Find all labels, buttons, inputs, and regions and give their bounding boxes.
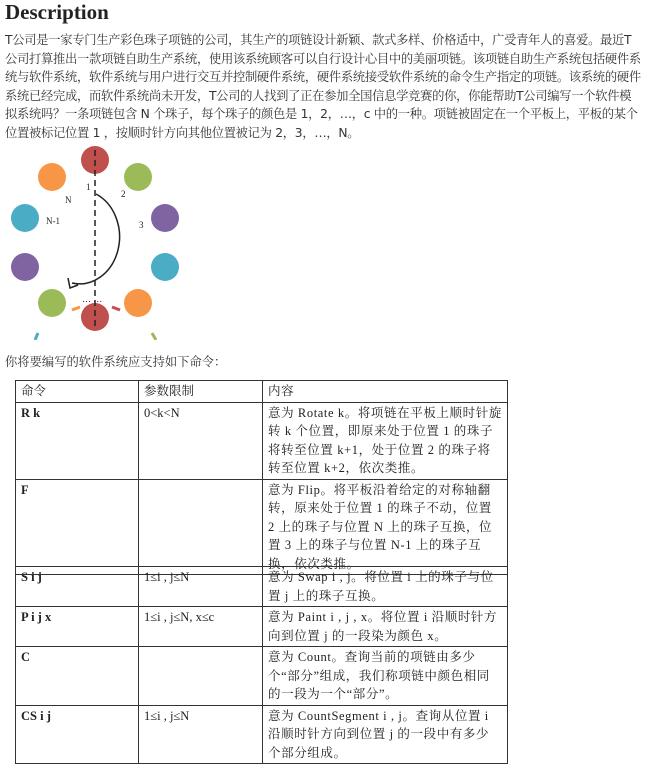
description-paragraph: T公司是一家专门生产彩色珠子项链的公司，其生产的项链设计新颖、款式多样、价格适中，广受青年人的喜爱。最近T公司打算推出一款项链自助生产系统，使用该系统顾客可以自行设计心目中的美丽项链。该项链自助生产系统包括硬件系统与软件系统，软件系统与用户进行交互并控制硬件系统，硬件系统接受软件系统的命令生产指定的项链。该系统的硬件系统已经完成，而软件系统尚未开发，T公司的人找到了正在参加全国信息学竞赛的你，你能帮助T公司编写一个软件模拟系统吗？一条项链包含 N 个珠子，每个珠子的颜色是 1，2，…，c 中的一种。项链被固定在一个平板上，平板的某个位置被标记位置 1 ，按顺时针方向其他位置被记为 2，3，…，N。 bbox=[5, 33, 641, 140]
bead-cyan bbox=[11, 204, 39, 232]
bead-purple bbox=[151, 204, 179, 232]
table-row bbox=[16, 705, 508, 764]
label-3: 3 bbox=[139, 220, 144, 230]
content-cell: 意为 Paint i , j , x。将位置 i 沿顺时针方向到位置 j 的一段染为颜色 x。 bbox=[263, 607, 508, 647]
bead-purple bbox=[11, 253, 39, 281]
command-cell: C bbox=[16, 647, 139, 706]
link bbox=[152, 333, 156, 340]
params-cell: 1≤i , j≤N bbox=[139, 567, 263, 607]
table-row bbox=[16, 402, 508, 479]
bead-orange bbox=[38, 163, 66, 191]
link bbox=[72, 307, 80, 310]
params-cell bbox=[139, 479, 263, 575]
header-command: 命令 bbox=[16, 381, 139, 403]
table-row bbox=[16, 607, 508, 647]
table-header-row bbox=[16, 381, 508, 403]
command-cell: S i j bbox=[16, 567, 139, 607]
command-cell: R k bbox=[16, 402, 139, 479]
commands-table-continued bbox=[15, 566, 508, 764]
bead-cyan bbox=[151, 253, 179, 281]
label-n-1: N-1 bbox=[46, 216, 60, 226]
command-cell: P i j x bbox=[16, 607, 139, 647]
bead-green bbox=[124, 163, 152, 191]
command-cell: F bbox=[16, 479, 139, 575]
label-2: 2 bbox=[121, 189, 126, 199]
necklace-diagram bbox=[0, 140, 200, 340]
content-cell: 意为 Swap i , j。将位置 i 上的珠子与位置 j 上的珠子互换。 bbox=[263, 567, 508, 607]
table-row bbox=[16, 647, 508, 706]
label-1: 1 bbox=[86, 182, 91, 192]
command-cell: CS i j bbox=[16, 705, 139, 764]
commands-intro: 你将要编写的软件系统应支持如下命令： bbox=[5, 355, 227, 369]
params-cell: 1≤i , j≤N bbox=[139, 705, 263, 764]
link bbox=[112, 307, 120, 310]
link bbox=[35, 333, 38, 340]
params-cell: 1≤i , j≤N, x≤c bbox=[139, 607, 263, 647]
bead-red bbox=[81, 303, 109, 331]
params-cell: 0<k<N bbox=[139, 402, 263, 479]
header-content: 内容 bbox=[263, 381, 508, 403]
bead-orange bbox=[124, 289, 152, 317]
rotation-arrow bbox=[72, 194, 120, 284]
params-cell bbox=[139, 647, 263, 706]
label-dots: … … bbox=[82, 294, 103, 304]
page-title: Description bbox=[5, 0, 109, 24]
commands-table bbox=[15, 380, 508, 575]
content-cell: 意为 CountSegment i , j。查询从位置 i 沿顺时针方向到位置 j 的一段中有多少个部分组成。 bbox=[263, 705, 508, 764]
content-cell: 意为 Flip。将平板沿着给定的对称轴翻转，原来处于位置 1 的珠子不动，位置 2 上的珠子与位置 N 上的珠子互换，位置 3 上的珠子与位置 N-1 上的珠子互换，依次类推。 bbox=[263, 479, 508, 575]
table-row bbox=[16, 479, 508, 575]
table-row bbox=[16, 567, 508, 607]
content-cell: 意为 Count。查询当前的项链由多少个“部分”组成，我们称项链中颜色相同的一段为一个“部分”。 bbox=[263, 647, 508, 706]
header-params: 参数限制 bbox=[139, 381, 263, 403]
content-cell: 意为 Rotate k。将项链在平板上顺时针旋转 k 个位置，即原来处于位置 1 的珠子将转至位置 k+1，处于位置 2 的珠子将转至位置 k+2，依次类推。 bbox=[263, 402, 508, 479]
label-n: N bbox=[65, 195, 72, 205]
bead-green bbox=[38, 289, 66, 317]
